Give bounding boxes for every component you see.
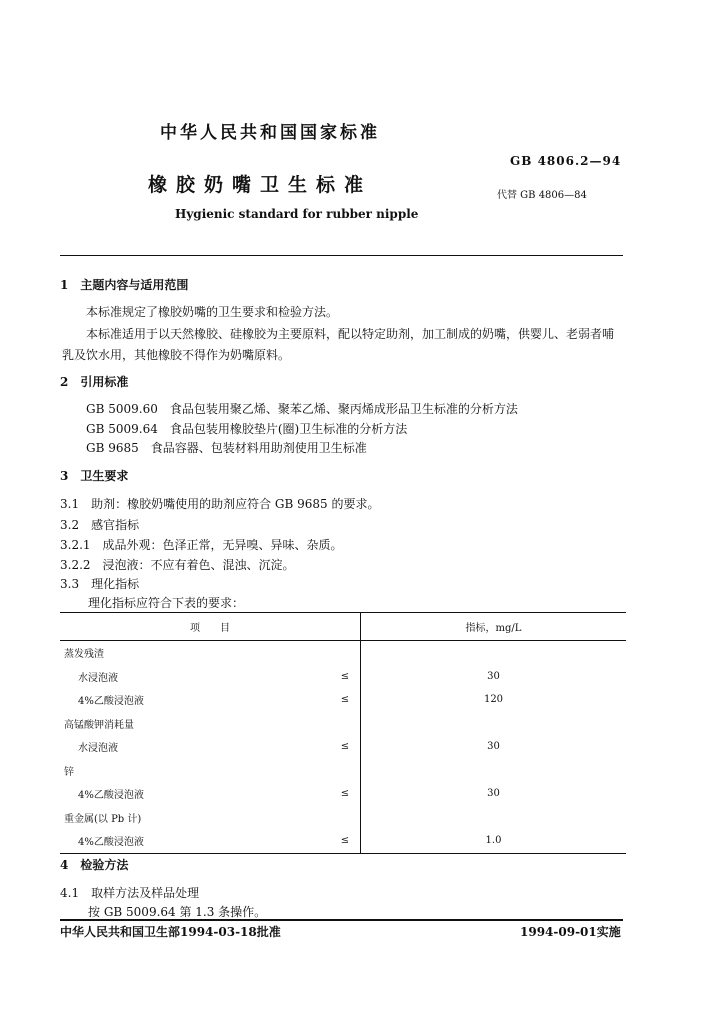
clause-3-3-text: 理化指标应符合下表的要求： xyxy=(88,596,245,610)
clause-4-1-text: 按 GB 5009.64 第 1.3 条操作。 xyxy=(88,905,267,919)
row-symbol xyxy=(330,806,361,830)
row-symbol: ≤ xyxy=(330,782,361,806)
header-value: 指标，mg/L xyxy=(361,613,627,641)
row-value: 30 xyxy=(487,670,500,682)
replaces-standard: 代替 GB 4806—84 xyxy=(497,190,587,201)
clause-4-1: 4.1 取样方法及样品处理 xyxy=(60,886,200,900)
row-item: 高锰酸钾消耗量 xyxy=(64,719,134,731)
row-item: 水浸泡液 xyxy=(78,743,118,755)
row-item: 4%乙酸浸泡液 xyxy=(78,790,144,802)
row-value: 30 xyxy=(487,741,500,753)
row-item: 水浸泡液 xyxy=(78,672,118,684)
row-value xyxy=(361,759,627,783)
row-item: 重金属(以 Pb 计) xyxy=(64,813,142,825)
reference-item: GB 5009.60 食品包装用聚乙烯、聚苯乙烯、聚丙烯成形品卫生标准的分析方法 xyxy=(86,402,518,416)
row-symbol: ≤ xyxy=(330,735,361,759)
row-value: 1.0 xyxy=(361,829,627,853)
section-4-heading: 4 检验方法 xyxy=(60,858,129,872)
table-row xyxy=(60,665,626,689)
section-2-heading: 2 引用标准 xyxy=(60,375,129,389)
row-value xyxy=(361,641,627,665)
row-value: 30 xyxy=(487,788,500,800)
row-value xyxy=(361,712,627,736)
section-1-paragraph-1: 本标准规定了橡胶奶嘴的卫生要求和检验方法。 xyxy=(86,305,339,319)
row-value: 120 xyxy=(483,694,504,706)
section-1-paragraph-2-line-1: 本标准适用于以天然橡胶、硅橡胶为主要原料，配以特定助剂，加工制成的奶嘴，供婴儿、老弱者哺 xyxy=(86,327,615,341)
clause-3-2: 3.2 感官指标 xyxy=(60,518,140,532)
table-row xyxy=(60,759,626,783)
row-symbol xyxy=(330,759,361,783)
table-row xyxy=(60,806,626,830)
section-1-heading: 1 主题内容与适用范围 xyxy=(60,278,189,292)
effective-date: 1994-09-01实施 xyxy=(520,925,621,939)
row-symbol: ≤ xyxy=(330,829,361,853)
table-row xyxy=(60,735,626,759)
row-item: 蒸发残渣 xyxy=(64,649,104,661)
clause-3-3: 3.3 理化指标 xyxy=(60,577,140,591)
row-item: 锌 xyxy=(64,766,74,778)
english-title: Hygienic standard for rubber nipple xyxy=(175,207,419,221)
header-item: 项 目 xyxy=(60,613,361,641)
reference-item: GB 5009.64 食品包装用橡胶垫片(圈)卫生标准的分析方法 xyxy=(86,422,408,436)
clause-3-2-2: 3.2.2 浸泡液：不应有着色、混浊、沉淀。 xyxy=(60,558,295,572)
header-divider xyxy=(60,255,623,256)
row-item: 4%乙酸浸泡液 xyxy=(78,696,144,708)
reference-item: GB 9685 食品容器、包装材料用助剂使用卫生标准 xyxy=(86,441,367,455)
standard-code: GB 4806.2—94 xyxy=(510,154,622,168)
footer-divider xyxy=(60,919,623,921)
row-symbol: ≤ xyxy=(330,665,361,689)
approval-line: 中华人民共和国卫生部1994-03-18批准 xyxy=(60,925,281,939)
table-row xyxy=(60,688,626,712)
row-item: 4%乙酸浸泡液 xyxy=(60,829,330,853)
section-3-heading: 3 卫生要求 xyxy=(60,469,129,483)
table-header-row xyxy=(60,613,626,641)
clause-3-1: 3.1 助剂：橡胶奶嘴使用的助剂应符合 GB 9685 的要求。 xyxy=(60,497,380,511)
row-symbol xyxy=(330,641,361,665)
document-title: 橡胶奶嘴卫生标准 xyxy=(148,174,373,196)
issuing-authority: 中华人民共和国国家标准 xyxy=(160,123,380,143)
table-row xyxy=(60,782,626,806)
section-1-paragraph-2-line-2: 乳及饮水用，其他橡胶不得作为奶嘴原料。 xyxy=(62,348,291,362)
physicochemical-table xyxy=(60,612,626,854)
clause-3-2-1: 3.2.1 成品外观：色泽正常，无异嗅、异味、杂质。 xyxy=(60,538,343,552)
table-row xyxy=(60,712,626,736)
table-row xyxy=(60,641,626,665)
row-symbol: ≤ xyxy=(330,688,361,712)
row-symbol xyxy=(330,712,361,736)
row-value xyxy=(361,806,627,830)
table-row xyxy=(60,829,626,853)
